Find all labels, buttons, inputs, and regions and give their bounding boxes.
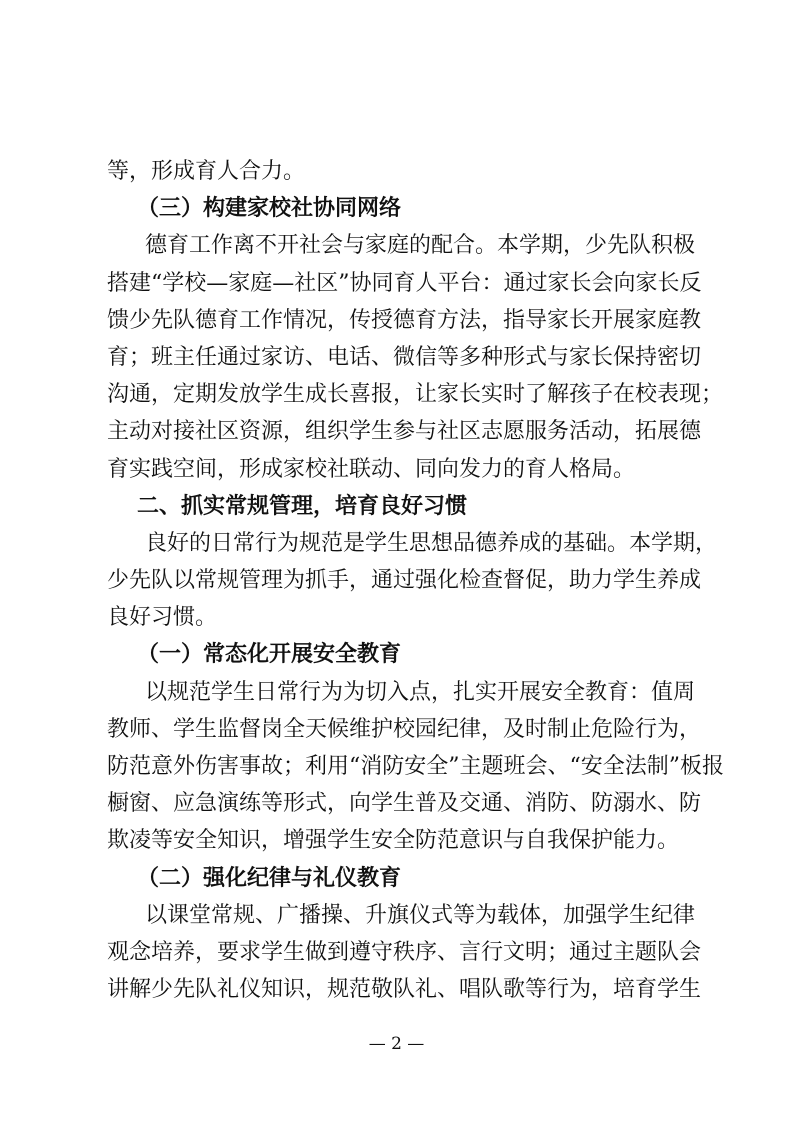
- section-heading: [107, 860, 691, 897]
- text-line: 育；班主任通过家访、电话、微信等多种形式与家长保持密切: [107, 344, 702, 370]
- text-line: 观念培养，要求学生做到遵守秩序、言行文明；通过主题队会: [107, 939, 702, 965]
- text-line: 良好习惯。: [107, 605, 218, 631]
- heading-text: （二）强化纪律与礼仪教育: [137, 864, 402, 891]
- text-line: 育实践空间，形成家校社联动、同向发力的育人格局。: [107, 456, 636, 482]
- text-line: 搭建“学校—家庭—社区”协同育人平台：通过家长会向家长反: [107, 270, 702, 296]
- text-line: 橱窗、应急演练等形式，向学生普及交通、消防、防溺水、防: [107, 791, 702, 817]
- paragraph: [107, 227, 724, 487]
- paragraph: [107, 897, 702, 1009]
- paragraph: [107, 674, 724, 860]
- text-line: 以课堂常规、广播操、升旗仪式等为载体，加强学生纪律: [145, 902, 696, 928]
- heading-text: （一）常态化开展安全教育: [137, 641, 402, 668]
- heading-text: （三）构建家校社协同网络: [137, 195, 402, 222]
- heading-text: 二、抓实常规管理，培育良好习惯: [137, 492, 468, 519]
- text-line: 讲解少先队礼仪知识，规范敬队礼、唱队歌等行为，培育学生: [107, 977, 702, 1003]
- section-heading: [107, 488, 691, 525]
- paragraph: [107, 153, 691, 190]
- text-line: 以规范学生日常行为为切入点，扎实开展安全教育：值周: [145, 679, 696, 705]
- text-line: 等，形成育人合力。: [107, 159, 306, 184]
- document-body: [107, 153, 724, 1008]
- text-line: 良好的日常行为规范是学生思想品德养成的基础。本学期，: [145, 530, 718, 556]
- text-line: 教师、学生监督岗全天候维护校园纪律，及时制止危险行为，: [107, 716, 702, 742]
- text-line: 主动对接社区资源，组织学生参与社区志愿服务活动，拓展德: [107, 419, 702, 445]
- text-line: 德育工作离不开社会与家庭的配合。本学期，少先队积极: [145, 233, 696, 259]
- text-line: 少先队以常规管理为抓手，通过强化检查督促，助力学生养成: [107, 568, 702, 594]
- paragraph: [107, 525, 718, 637]
- section-heading: [107, 190, 691, 227]
- text-line: 欺凌等安全知识，增强学生安全防范意识与自我保护能力。: [107, 828, 680, 854]
- section-heading: [107, 636, 691, 673]
- text-line: 防范意外伤害事故；利用“消防安全”主题班会、“安全法制”板报: [107, 754, 724, 779]
- page-number: — 2 —: [368, 1034, 425, 1054]
- text-line: 沟通，定期发放学生成长喜报，让家长实时了解孩子在校表现；: [107, 382, 724, 408]
- text-line: 馈少先队德育工作情况，传授德育方法，指导家长开展家庭教: [107, 307, 702, 333]
